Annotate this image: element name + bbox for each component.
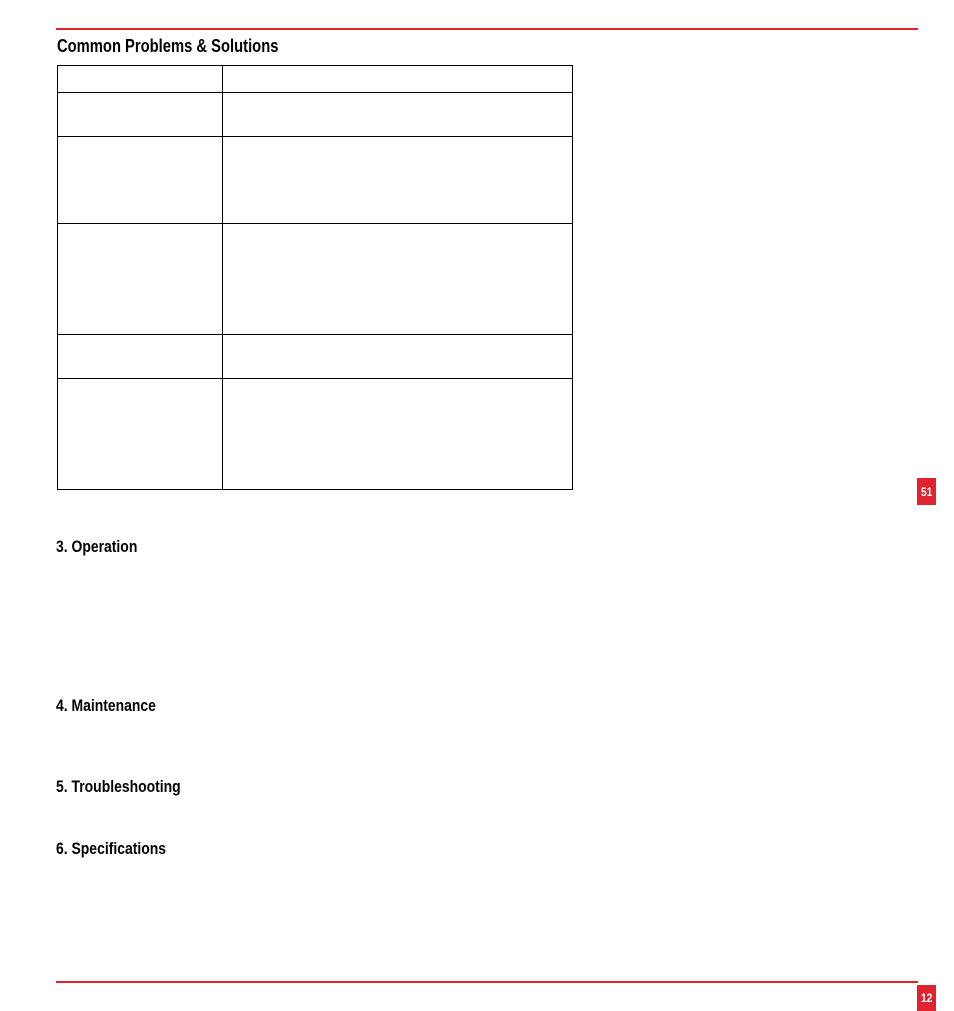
chapter-tab-label: 51 [920, 484, 933, 499]
table-row [58, 224, 573, 335]
solution-cell [223, 379, 573, 490]
section-heading-operation: 3. Operation [56, 537, 138, 556]
problem-cell [58, 93, 223, 137]
table-row [58, 379, 573, 490]
solution-cell [223, 224, 573, 335]
chapter-tab [917, 478, 936, 505]
section-heading-specifications: 6. Specifications [56, 839, 167, 858]
top-divider [56, 28, 918, 30]
bottom-divider [56, 981, 918, 983]
solution-cell [223, 66, 573, 93]
table-title: Common Problems & Solutions [57, 36, 279, 56]
problem-cell [58, 379, 223, 490]
section-heading-maintenance: 4. Maintenance [56, 696, 156, 715]
solution-cell [223, 335, 573, 379]
problem-cell [58, 66, 223, 93]
table-row [58, 137, 573, 224]
page-number-badge [917, 985, 936, 1011]
solution-cell [223, 137, 573, 224]
problem-cell [58, 335, 223, 379]
problem-cell [58, 137, 223, 224]
table-row [58, 335, 573, 379]
page-number-label: 12 [920, 991, 933, 1005]
table-row [58, 66, 573, 93]
solution-cell [223, 93, 573, 137]
section-heading-troubleshooting: 5. Troubleshooting [56, 777, 181, 796]
problem-cell [58, 224, 223, 335]
table-row [58, 93, 573, 137]
problems-solutions-table [57, 65, 573, 490]
